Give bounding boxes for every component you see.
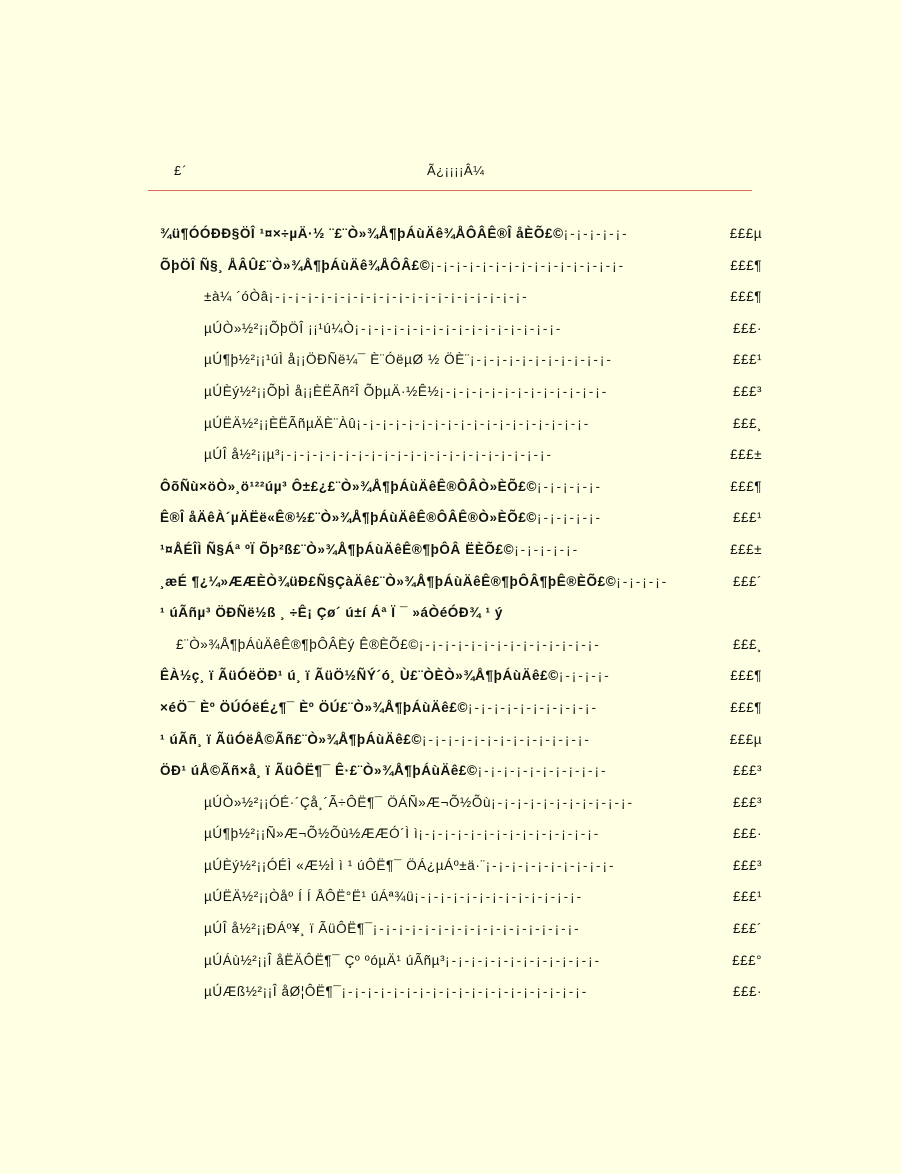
toc-entry-title: µÚ¶þ½²¡¡¹úÌ å¡¡ÖÐÑë¼¯ È¨ÓëµØ ½ ÖÈ¨ <box>204 352 470 368</box>
toc-entry[interactable] <box>160 692 762 724</box>
toc-entry[interactable] <box>160 376 762 408</box>
toc-entry-page-number: £££° <box>728 945 762 977</box>
toc-entry-page-number: £££· <box>729 818 762 850</box>
toc-entry-leader: ¡-¡-¡-¡-¡-¡-¡-¡-¡-¡-¡-¡-¡-¡-¡-¡-¡-¡-¡-¡-¡- <box>280 447 553 463</box>
toc-entry-title: µÚÎ å½²¡¡ÐÁº¥¸ ï ÃüÔË¶¯ <box>204 921 373 937</box>
toc-entry[interactable] <box>160 850 762 882</box>
toc-entry[interactable] <box>160 313 762 345</box>
toc-entry-page-number: £££³ <box>729 376 762 408</box>
toc-entry[interactable] <box>160 913 762 945</box>
toc-entry-title: µÚÈý½²¡¡ÓÉÌ «Æ½Ì ì ¹ úÔË¶¯ ÖÁ¿µÁº±ä·¨ <box>204 857 486 873</box>
toc-entry[interactable] <box>160 881 762 913</box>
toc-entry-title: µÚÒ»½²¡¡ÕþÖÎ ¡¡¹ú¼Ò <box>204 320 355 336</box>
toc-entry-page-number: £££´ <box>729 566 762 598</box>
toc-entry-leader: ¡-¡-¡-¡-¡-¡-¡-¡-¡-¡-¡- <box>469 352 613 368</box>
toc-entry-leader: ¡-¡-¡-¡-¡-¡-¡-¡-¡-¡-¡-¡-¡-¡-¡-¡-¡-¡- <box>356 415 591 431</box>
toc-entry-title: µÚÈý½²¡¡ÕþÌ å¡¡ÈËÃñ²Î ÕþµÄ·½Ê½ <box>204 383 440 399</box>
toc-entry-leader: ¡-¡-¡-¡-¡- <box>537 478 603 494</box>
toc-entry[interactable] <box>160 660 762 692</box>
toc-entry-page-number: £££¶ <box>726 471 762 503</box>
toc-entry-leader: ¡-¡-¡-¡-¡-¡-¡-¡-¡-¡-¡-¡-¡-¡-¡-¡-¡-¡-¡- <box>341 984 589 1000</box>
toc-entry-leader: ¡-¡-¡-¡-¡- <box>536 510 602 526</box>
toc-entry-leader: ¡-¡-¡-¡-¡-¡-¡-¡-¡-¡- <box>485 857 616 873</box>
toc-entry-page-number: £££¶ <box>726 250 762 282</box>
toc-entry-leader: ¡-¡-¡-¡-¡-¡-¡-¡-¡-¡-¡-¡-¡-¡-¡-¡-¡-¡-¡-¡- <box>268 289 529 305</box>
toc-entry-page-number: £££¹ <box>729 881 762 913</box>
toc-entry-leader: ¡-¡-¡-¡-¡-¡-¡-¡-¡-¡-¡-¡-¡-¡-¡- <box>430 257 626 273</box>
toc-entry-title: ×éÖ¯ Èº ÖÚÓëÉ¿¶¯ Èº ÖÚ£¨Ò»¾Å¶þÁùÄê£© <box>160 699 469 715</box>
toc-entry-leader: ¡-¡-¡-¡-¡-¡-¡-¡-¡-¡-¡-¡-¡-¡- <box>418 826 601 842</box>
toc-entry-leader: ¡-¡-¡-¡-¡-¡-¡-¡-¡-¡-¡-¡-¡-¡-¡-¡- <box>354 320 563 336</box>
toc-entry-page-number: £££¸ <box>729 629 762 661</box>
toc-entry-title: £¨Ò»¾Å¶þÁùÄêÊ®¶þÔÂÈý Ê®ÈÕ£© <box>176 636 419 652</box>
toc-entry-page-number: £££¸ <box>729 408 762 440</box>
toc-entry-title: ¹ úÃñµ³ ÖÐÑë½ß ¸ ÷Ê¡ Çø´ ú±í Áª Ï ¯ »áÒéÓÐ¾ ¹ ý <box>160 605 504 621</box>
toc-entry[interactable] <box>160 534 762 566</box>
toc-entry-title: µÚÁù½²¡¡Î åËÄÔË¶¯ Çº ºóµÄ¹ úÃñµ³ <box>204 952 446 968</box>
toc-entry-leader: ¡-¡-¡-¡-¡-¡-¡-¡-¡-¡-¡-¡-¡- <box>422 731 591 747</box>
page-header <box>148 160 752 191</box>
toc-entry-page-number: £££± <box>726 534 762 566</box>
toc-entry-page-number: £££± <box>726 439 762 471</box>
toc-entry-title: ¹ úÃñ¸ ï ÃüÓëÅ©Ãñ£¨Ò»¾Å¶þÁùÄê£© <box>160 731 423 747</box>
toc-entry[interactable] <box>160 629 762 661</box>
toc-entry-page-number: £££´ <box>729 913 762 945</box>
toc-entry-leader: ¡-¡-¡-¡- <box>616 573 669 589</box>
toc-entry[interactable] <box>160 976 762 1008</box>
toc-entry-leader: ¡-¡-¡-¡-¡-¡-¡-¡-¡-¡-¡- <box>491 794 635 810</box>
toc-entry-title: ÖÐ¹ úÅ©Ãñ×å¸ ï ÃüÔË¶¯ Ê·£¨Ò»¾Å¶þÁùÄê£© <box>160 763 478 779</box>
toc-entry[interactable] <box>160 597 762 629</box>
toc-entry-page-number: £££¶ <box>726 692 762 724</box>
toc-entry[interactable] <box>160 724 762 756</box>
toc-entry-title: µÚËÄ½²¡¡Òåº Í Í ÅÔË°Ë¹ úÁª¾ü <box>204 889 415 905</box>
toc-entry-leader: ¡-¡-¡-¡- <box>558 668 611 684</box>
toc-entry[interactable] <box>160 787 762 819</box>
toc-entry[interactable] <box>160 439 762 471</box>
toc-entry-title: µÚÒ»½²¡¡ÓÉ·´Çå¸´Ã÷ÔË¶¯ ÖÁÑ»Æ¬Õ½Õù <box>204 794 492 810</box>
toc-entry-title: ÕþÖÎ Ñ§¸ ÅÂÛ£¨Ò»¾Å¶þÁùÄê¾ÅÔÂ£© <box>160 257 431 273</box>
toc-entry[interactable] <box>160 344 762 376</box>
toc-entry-leader: ¡-¡-¡-¡-¡-¡-¡-¡-¡-¡-¡-¡-¡- <box>439 383 609 399</box>
toc-entry-leader: ¡-¡-¡-¡-¡-¡-¡-¡-¡-¡-¡-¡- <box>445 952 602 968</box>
toc-entry-title: µÚ¶þ½²¡¡Ñ»Æ¬Õ½Õù½ÆÆÓ´Ì ì <box>204 826 419 842</box>
toc-entry-page-number: £££¶ <box>726 660 762 692</box>
toc-entry-leader: ¡-¡-¡-¡-¡-¡-¡-¡-¡-¡-¡-¡-¡-¡- <box>418 636 601 652</box>
toc-entry-title: ÊÀ½ç¸ ï ÃüÓëÖÐ¹ ú¸ ï ÃüÖ½ÑÝ´ó¸ Ù£¨ÒÈÒ»¾Å¶þÁùÄê£© <box>160 668 559 684</box>
toc-entry-leader: ¡-¡-¡-¡-¡-¡-¡-¡-¡-¡- <box>468 699 598 715</box>
toc-entry[interactable] <box>160 502 762 534</box>
toc-entry-title: ÔõÑù×öÒ»¸ö¹²²úµ³ Ô±£¿£¨Ò»¾Å¶þÁùÄêÊ®ÔÂÒ»ÈÕ£© <box>160 478 538 494</box>
toc-entry[interactable] <box>160 755 762 787</box>
toc-entry[interactable] <box>160 471 762 503</box>
toc-entry-page-number: £££³ <box>729 787 762 819</box>
toc-entry-page-number: £££µ <box>726 724 762 756</box>
toc-entry-title: ¸æÉ ¶¿¼»ÆÆÈÒ¾üÐ£Ñ§ÇàÄê£¨Ò»¾Å¶þÁùÄêÊ®¶þÔÂ¶þÊ®ÈÕ£© <box>160 573 617 589</box>
header-center-title: Ã¿¡¡¡¡Â¼ <box>427 163 485 178</box>
toc-entry-page-number: £££· <box>729 976 762 1008</box>
toc-entry[interactable] <box>160 818 762 850</box>
toc-entry-leader: ¡-¡-¡-¡-¡- <box>563 226 629 241</box>
toc-entry-title: Ê®Î åÄêÀ´µÄËë«Ê®½£¨Ò»¾Å¶þÁùÄêÊ®ÔÂÊ®Ò»ÈÕ£© <box>160 510 537 526</box>
toc-entry-title: µÚÆß½²¡¡Î åØ¦ÔË¶¯ <box>204 984 342 1000</box>
toc-entry-leader: ¡-¡-¡-¡-¡-¡-¡-¡-¡-¡-¡-¡-¡-¡-¡-¡- <box>372 921 581 937</box>
toc-entry-title: ±à¼ ´óÒâ <box>204 289 269 305</box>
toc-entry-leader: ¡-¡-¡-¡-¡- <box>514 541 580 557</box>
header-left-text: £´ <box>174 163 188 178</box>
toc-entry[interactable] <box>160 945 762 977</box>
table-of-contents <box>160 218 762 1008</box>
toc-entry[interactable] <box>160 408 762 440</box>
toc-entry-page-number: £££³ <box>729 850 762 882</box>
toc-entry-title: ¾ü¶ÓÓÐÐ§ÖÎ ¹¤×÷µÄ·½ ¨£¨Ò»¾Å¶þÁùÄê¾ÅÔÂÊ®Î åÈÕ£© <box>160 226 564 241</box>
toc-entry-page-number: £££µ <box>726 218 762 250</box>
toc-entry[interactable] <box>160 566 762 598</box>
toc-entry[interactable] <box>160 250 762 282</box>
toc-entry-page-number: £££³ <box>729 755 762 787</box>
toc-entry-page-number: £££¹ <box>729 502 762 534</box>
toc-entry[interactable] <box>160 281 762 313</box>
toc-entry-title: ¹¤ÅÉÎÌ Ñ§Áª ºÏ Õþ²ß£¨Ò»¾Å¶þÁùÄêÊ®¶þÔÂ ËÈÕ£© <box>160 541 515 557</box>
toc-entry-title: µÚËÄ½²¡¡ÈËÃñµÄÈ¨Àû <box>204 415 357 431</box>
toc-entry[interactable] <box>160 218 762 250</box>
toc-entry-title: µÚÎ å½²¡¡µ³ <box>204 447 281 463</box>
toc-entry-page-number: £££· <box>729 313 762 345</box>
toc-entry-page-number: £££¹ <box>729 344 762 376</box>
toc-entry-leader: ¡-¡-¡-¡-¡-¡-¡-¡-¡-¡-¡-¡-¡- <box>414 889 584 905</box>
toc-entry-leader: ¡-¡-¡-¡-¡-¡-¡-¡-¡-¡- <box>477 763 608 779</box>
toc-entry-page-number: £££¶ <box>726 281 762 313</box>
